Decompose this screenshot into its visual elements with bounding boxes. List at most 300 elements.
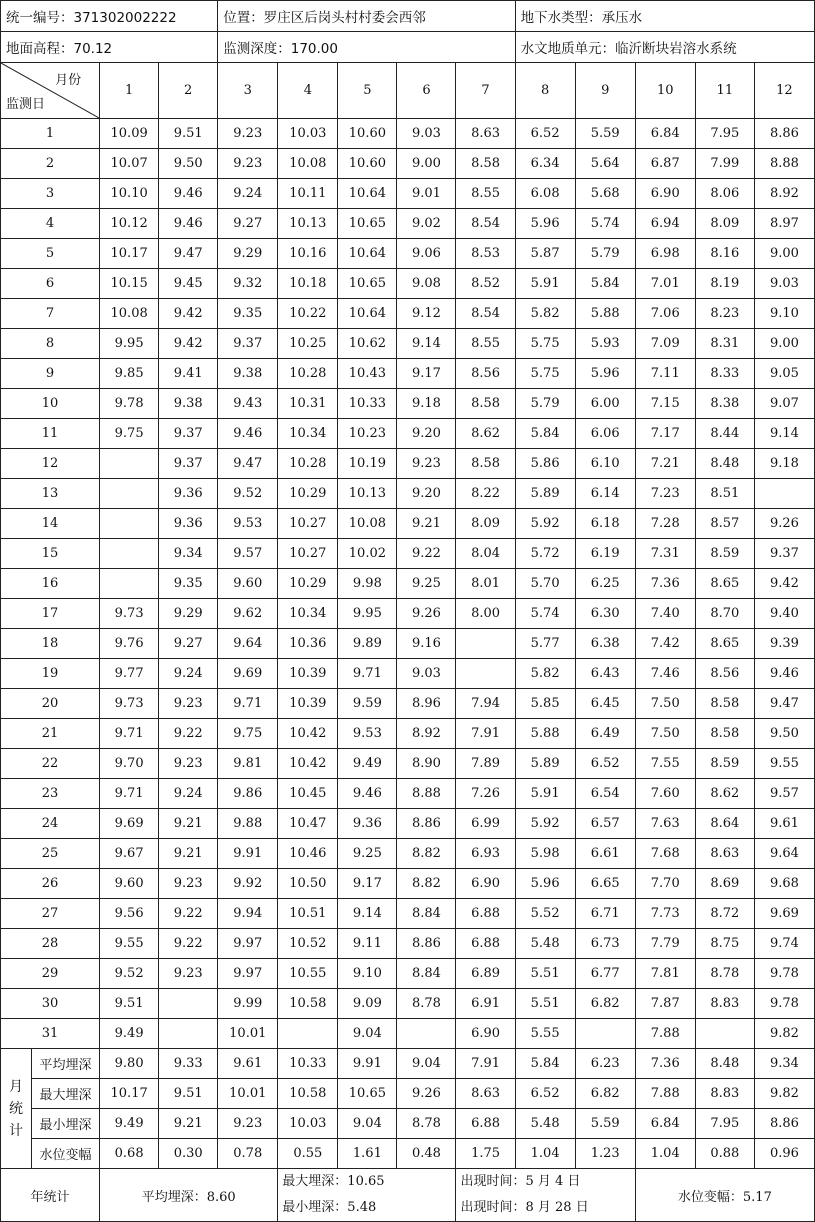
day-label: 7 bbox=[1, 299, 100, 329]
depth-value-cell bbox=[397, 1019, 456, 1049]
table-row bbox=[1, 569, 815, 599]
depth-value-cell: 9.23 bbox=[218, 149, 278, 179]
depth-value-cell: 10.39 bbox=[278, 689, 338, 719]
depth-value-cell: 9.50 bbox=[754, 719, 814, 749]
depth-value-cell: 6.52 bbox=[575, 749, 635, 779]
depth-value-cell: 8.38 bbox=[695, 389, 754, 419]
monthly-stat-value: 8.86 bbox=[754, 1109, 814, 1139]
depth-value-cell: 6.18 bbox=[575, 509, 635, 539]
depth-value-cell: 9.69 bbox=[100, 809, 159, 839]
depth-value-cell: 9.10 bbox=[754, 299, 814, 329]
day-label: 11 bbox=[1, 419, 100, 449]
depth-value-cell: 9.04 bbox=[338, 1019, 397, 1049]
depth-value-cell: 10.50 bbox=[278, 869, 338, 899]
depth-value-cell: 8.64 bbox=[695, 809, 754, 839]
depth-value-cell: 9.25 bbox=[397, 569, 456, 599]
day-label: 26 bbox=[1, 869, 100, 899]
station-id: 统一编号：371302002222 bbox=[1, 1, 218, 32]
day-label: 14 bbox=[1, 509, 100, 539]
monthly-stat-value: 9.33 bbox=[159, 1049, 218, 1079]
month-header-8: 8 bbox=[515, 63, 575, 119]
day-label: 23 bbox=[1, 779, 100, 809]
monthly-stat-value: 9.51 bbox=[159, 1079, 218, 1109]
monthly-stat-value: 9.49 bbox=[100, 1109, 159, 1139]
month-header-5: 5 bbox=[338, 63, 397, 119]
monthly-stat-label: 最大埋深 bbox=[32, 1079, 100, 1109]
depth-value-cell: 6.00 bbox=[575, 389, 635, 419]
depth-value-cell: 9.71 bbox=[100, 779, 159, 809]
depth-value-cell: 9.24 bbox=[159, 659, 218, 689]
depth-value-cell: 6.77 bbox=[575, 959, 635, 989]
depth-value-cell: 7.70 bbox=[635, 869, 695, 899]
depth-value-cell: 9.57 bbox=[218, 539, 278, 569]
depth-value-cell: 9.14 bbox=[338, 899, 397, 929]
depth-value-cell: 7.55 bbox=[635, 749, 695, 779]
depth-value-cell: 5.96 bbox=[515, 209, 575, 239]
depth-value-cell: 10.28 bbox=[278, 449, 338, 479]
month-header-2: 2 bbox=[159, 63, 218, 119]
depth-value-cell: 10.07 bbox=[100, 149, 159, 179]
depth-value-cell: 8.54 bbox=[456, 209, 515, 239]
day-label: 10 bbox=[1, 389, 100, 419]
depth-value-cell: 10.52 bbox=[278, 929, 338, 959]
table-row bbox=[1, 599, 815, 629]
depth-value-cell: 5.92 bbox=[515, 809, 575, 839]
depth-value-cell: 9.12 bbox=[397, 299, 456, 329]
depth-value-cell: 9.43 bbox=[218, 389, 278, 419]
day-label: 24 bbox=[1, 809, 100, 839]
depth-value-cell: 9.42 bbox=[754, 569, 814, 599]
depth-value-cell: 8.58 bbox=[456, 389, 515, 419]
header-row-2 bbox=[1, 32, 815, 63]
annual-extreme-times bbox=[456, 1169, 635, 1222]
depth-value-cell: 8.09 bbox=[456, 509, 515, 539]
depth-value-cell: 8.44 bbox=[695, 419, 754, 449]
depth-value-cell: 9.53 bbox=[338, 719, 397, 749]
monthly-stat-label: 最小埋深 bbox=[32, 1109, 100, 1139]
depth-value-cell: 5.98 bbox=[515, 839, 575, 869]
annual-min-time: 出现时间：8 月 28 日 bbox=[460, 1200, 589, 1215]
depth-value-cell: 10.58 bbox=[278, 989, 338, 1019]
depth-value-cell: 10.25 bbox=[278, 329, 338, 359]
table-row bbox=[1, 509, 815, 539]
depth-value-cell: 10.42 bbox=[278, 749, 338, 779]
depth-value-cell: 9.05 bbox=[754, 359, 814, 389]
depth-value-cell: 9.38 bbox=[159, 389, 218, 419]
depth-value-cell: 8.51 bbox=[695, 479, 754, 509]
depth-value-cell: 5.70 bbox=[515, 569, 575, 599]
depth-value-cell: 9.64 bbox=[754, 839, 814, 869]
depth-value-cell: 7.79 bbox=[635, 929, 695, 959]
depth-value-cell: 9.23 bbox=[218, 119, 278, 149]
depth-value-cell: 10.39 bbox=[278, 659, 338, 689]
depth-value-cell: 8.31 bbox=[695, 329, 754, 359]
depth-value-cell: 6.88 bbox=[456, 899, 515, 929]
depth-value-cell: 8.48 bbox=[695, 449, 754, 479]
depth-value-cell: 9.20 bbox=[397, 419, 456, 449]
depth-value-cell: 9.47 bbox=[754, 689, 814, 719]
depth-value-cell: 9.22 bbox=[397, 539, 456, 569]
depth-value-cell: 8.86 bbox=[397, 929, 456, 959]
depth-value-cell: 8.01 bbox=[456, 569, 515, 599]
depth-value-cell: 5.77 bbox=[515, 629, 575, 659]
depth-value-cell: 10.43 bbox=[338, 359, 397, 389]
depth-value-cell: 5.89 bbox=[515, 479, 575, 509]
monthly-stat-value: 0.55 bbox=[278, 1139, 338, 1169]
table-row bbox=[1, 959, 815, 989]
depth-value-cell: 5.74 bbox=[515, 599, 575, 629]
depth-value-cell: 9.69 bbox=[218, 659, 278, 689]
depth-value-cell: 8.83 bbox=[695, 989, 754, 1019]
depth-value-cell: 8.88 bbox=[397, 779, 456, 809]
depth-value-cell: 7.31 bbox=[635, 539, 695, 569]
depth-value-cell: 8.84 bbox=[397, 959, 456, 989]
depth-value-cell: 5.88 bbox=[515, 719, 575, 749]
depth-value-cell: 5.92 bbox=[515, 509, 575, 539]
depth-value-cell: 5.79 bbox=[515, 389, 575, 419]
depth-value-cell: 5.96 bbox=[515, 869, 575, 899]
depth-value-cell: 6.43 bbox=[575, 659, 635, 689]
depth-value-cell: 9.37 bbox=[218, 329, 278, 359]
depth-value-cell: 8.22 bbox=[456, 479, 515, 509]
depth-value-cell: 7.63 bbox=[635, 809, 695, 839]
day-label: 31 bbox=[1, 1019, 100, 1049]
depth-value-cell: 9.52 bbox=[100, 959, 159, 989]
month-corner-label: 月份 bbox=[55, 73, 82, 88]
depth-value-cell bbox=[278, 1019, 338, 1049]
depth-value-cell: 7.26 bbox=[456, 779, 515, 809]
day-label: 8 bbox=[1, 329, 100, 359]
depth-value-cell bbox=[100, 509, 159, 539]
depth-value-cell: 9.62 bbox=[218, 599, 278, 629]
depth-value-cell: 9.59 bbox=[338, 689, 397, 719]
depth-value-cell: 5.51 bbox=[515, 989, 575, 1019]
hydrogeologic-unit: 水文地质单元：临沂断块岩溶水系统 bbox=[515, 32, 814, 63]
depth-value-cell: 6.98 bbox=[635, 239, 695, 269]
depth-value-cell: 6.08 bbox=[515, 179, 575, 209]
depth-value-cell bbox=[456, 629, 515, 659]
depth-value-cell: 9.71 bbox=[338, 659, 397, 689]
depth-value-cell: 5.51 bbox=[515, 959, 575, 989]
table-row bbox=[1, 419, 815, 449]
depth-value-cell: 5.59 bbox=[575, 119, 635, 149]
depth-value-cell bbox=[456, 659, 515, 689]
depth-value-cell: 7.28 bbox=[635, 509, 695, 539]
depth-value-cell: 10.62 bbox=[338, 329, 397, 359]
depth-value-cell: 6.91 bbox=[456, 989, 515, 1019]
depth-value-cell: 9.36 bbox=[159, 509, 218, 539]
groundwater-type: 地下水类型：承压水 bbox=[515, 1, 814, 32]
depth-value-cell: 9.46 bbox=[338, 779, 397, 809]
depth-value-cell: 7.11 bbox=[635, 359, 695, 389]
depth-value-cell: 7.15 bbox=[635, 389, 695, 419]
depth-value-cell: 9.95 bbox=[338, 599, 397, 629]
depth-value-cell: 9.69 bbox=[754, 899, 814, 929]
day-label: 19 bbox=[1, 659, 100, 689]
depth-value-cell: 9.21 bbox=[159, 839, 218, 869]
depth-value-cell: 10.47 bbox=[278, 809, 338, 839]
depth-value-cell: 9.02 bbox=[397, 209, 456, 239]
depth-value-cell: 9.08 bbox=[397, 269, 456, 299]
depth-value-cell: 9.07 bbox=[754, 389, 814, 419]
depth-value-cell: 7.46 bbox=[635, 659, 695, 689]
depth-value-cell: 9.53 bbox=[218, 509, 278, 539]
depth-value-cell: 9.97 bbox=[218, 959, 278, 989]
table-row bbox=[1, 449, 815, 479]
depth-value-cell: 7.68 bbox=[635, 839, 695, 869]
depth-value-cell: 9.20 bbox=[397, 479, 456, 509]
monthly-stat-value: 6.88 bbox=[456, 1109, 515, 1139]
depth-value-cell: 9.89 bbox=[338, 629, 397, 659]
annual-extreme-depths bbox=[278, 1169, 456, 1222]
depth-value-cell: 9.00 bbox=[754, 239, 814, 269]
month-header-4: 4 bbox=[278, 63, 338, 119]
day-label: 2 bbox=[1, 149, 100, 179]
depth-value-cell: 9.36 bbox=[159, 479, 218, 509]
depth-value-cell: 9.01 bbox=[397, 179, 456, 209]
depth-value-cell: 9.98 bbox=[338, 569, 397, 599]
day-label: 9 bbox=[1, 359, 100, 389]
monthly-stat-row bbox=[1, 1139, 815, 1169]
depth-value-cell: 8.78 bbox=[695, 959, 754, 989]
header-row-1 bbox=[1, 1, 815, 32]
depth-value-cell: 9.18 bbox=[754, 449, 814, 479]
depth-value-cell: 9.60 bbox=[100, 869, 159, 899]
depth-value-cell: 9.88 bbox=[218, 809, 278, 839]
depth-value-cell: 10.15 bbox=[100, 269, 159, 299]
depth-value-cell: 8.19 bbox=[695, 269, 754, 299]
monthly-stat-value: 6.82 bbox=[575, 1079, 635, 1109]
depth-value-cell: 9.78 bbox=[754, 989, 814, 1019]
depth-value-cell: 9.60 bbox=[218, 569, 278, 599]
monthly-stat-value: 9.23 bbox=[218, 1109, 278, 1139]
depth-value-cell: 10.12 bbox=[100, 209, 159, 239]
depth-value-cell: 9.49 bbox=[100, 1019, 159, 1049]
depth-value-cell: 6.87 bbox=[635, 149, 695, 179]
depth-value-cell: 9.81 bbox=[218, 749, 278, 779]
depth-value-cell: 8.56 bbox=[456, 359, 515, 389]
monthly-stat-row bbox=[1, 1109, 815, 1139]
depth-value-cell: 6.34 bbox=[515, 149, 575, 179]
depth-value-cell: 9.23 bbox=[159, 689, 218, 719]
monthly-stat-value: 0.88 bbox=[695, 1139, 754, 1169]
depth-value-cell: 9.70 bbox=[100, 749, 159, 779]
monthly-stat-value: 0.68 bbox=[100, 1139, 159, 1169]
depth-value-cell: 10.36 bbox=[278, 629, 338, 659]
depth-value-cell: 9.56 bbox=[100, 899, 159, 929]
depth-value-cell: 10.19 bbox=[338, 449, 397, 479]
depth-value-cell: 9.25 bbox=[338, 839, 397, 869]
depth-value-cell: 9.37 bbox=[159, 449, 218, 479]
depth-value-cell: 5.75 bbox=[515, 359, 575, 389]
depth-value-cell: 6.94 bbox=[635, 209, 695, 239]
monthly-stat-value: 1.23 bbox=[575, 1139, 635, 1169]
depth-value-cell: 9.27 bbox=[218, 209, 278, 239]
monthly-stats-group-char: 计 bbox=[9, 1122, 24, 1139]
depth-value-cell: 5.84 bbox=[515, 419, 575, 449]
monthly-stat-value: 8.78 bbox=[397, 1109, 456, 1139]
depth-value-cell: 9.34 bbox=[159, 539, 218, 569]
monthly-stat-value: 8.83 bbox=[695, 1079, 754, 1109]
depth-value-cell: 10.33 bbox=[338, 389, 397, 419]
depth-value-cell: 5.93 bbox=[575, 329, 635, 359]
day-label: 20 bbox=[1, 689, 100, 719]
depth-value-cell: 9.75 bbox=[100, 419, 159, 449]
depth-value-cell: 9.51 bbox=[100, 989, 159, 1019]
depth-value-cell: 7.99 bbox=[695, 149, 754, 179]
depth-value-cell: 10.08 bbox=[100, 299, 159, 329]
day-label: 16 bbox=[1, 569, 100, 599]
monthly-stat-value: 8.63 bbox=[456, 1079, 515, 1109]
depth-value-cell: 10.10 bbox=[100, 179, 159, 209]
depth-value-cell: 7.21 bbox=[635, 449, 695, 479]
depth-value-cell: 9.75 bbox=[218, 719, 278, 749]
depth-value-cell: 9.94 bbox=[218, 899, 278, 929]
depth-value-cell: 9.29 bbox=[218, 239, 278, 269]
day-label: 4 bbox=[1, 209, 100, 239]
day-label: 25 bbox=[1, 839, 100, 869]
day-label: 13 bbox=[1, 479, 100, 509]
depth-value-cell: 7.23 bbox=[635, 479, 695, 509]
table-row bbox=[1, 299, 815, 329]
depth-value-cell: 6.71 bbox=[575, 899, 635, 929]
table-row bbox=[1, 179, 815, 209]
table-row bbox=[1, 239, 815, 269]
depth-value-cell: 9.22 bbox=[159, 899, 218, 929]
table-row bbox=[1, 749, 815, 779]
depth-value-cell: 9.23 bbox=[397, 449, 456, 479]
annual-max-depth: 最大埋深：10.65 bbox=[282, 1174, 385, 1189]
depth-value-cell: 8.63 bbox=[695, 839, 754, 869]
table-row bbox=[1, 1019, 815, 1049]
depth-value-cell: 5.79 bbox=[575, 239, 635, 269]
depth-value-cell: 9.71 bbox=[218, 689, 278, 719]
depth-value-cell: 6.10 bbox=[575, 449, 635, 479]
monthly-stat-value: 10.03 bbox=[278, 1109, 338, 1139]
monthly-stat-value: 1.61 bbox=[338, 1139, 397, 1169]
depth-value-cell: 10.03 bbox=[278, 119, 338, 149]
depth-value-cell: 8.96 bbox=[397, 689, 456, 719]
depth-value-cell: 9.47 bbox=[159, 239, 218, 269]
depth-value-cell: 9.14 bbox=[754, 419, 814, 449]
depth-value-cell: 9.03 bbox=[754, 269, 814, 299]
monthly-stat-value: 8.48 bbox=[695, 1049, 754, 1079]
depth-value-cell: 9.24 bbox=[218, 179, 278, 209]
depth-value-cell: 8.59 bbox=[695, 749, 754, 779]
depth-value-cell: 10.09 bbox=[100, 119, 159, 149]
monthly-stat-value: 1.04 bbox=[515, 1139, 575, 1169]
day-label: 21 bbox=[1, 719, 100, 749]
table-row bbox=[1, 479, 815, 509]
monthly-stat-value: 0.96 bbox=[754, 1139, 814, 1169]
depth-value-cell: 10.27 bbox=[278, 539, 338, 569]
depth-value-cell: 9.00 bbox=[397, 149, 456, 179]
depth-value-cell: 10.60 bbox=[338, 119, 397, 149]
table-row bbox=[1, 989, 815, 1019]
depth-value-cell: 9.22 bbox=[159, 719, 218, 749]
depth-value-cell: 9.61 bbox=[754, 809, 814, 839]
depth-value-cell: 10.65 bbox=[338, 269, 397, 299]
annual-avg-depth: 平均埋深：8.60 bbox=[100, 1169, 278, 1222]
day-label: 18 bbox=[1, 629, 100, 659]
depth-value-cell: 9.23 bbox=[159, 749, 218, 779]
depth-value-cell: 5.88 bbox=[575, 299, 635, 329]
monthly-stat-value: 9.61 bbox=[218, 1049, 278, 1079]
depth-value-cell: 10.46 bbox=[278, 839, 338, 869]
depth-value-cell: 5.91 bbox=[515, 779, 575, 809]
depth-value-cell: 9.24 bbox=[159, 779, 218, 809]
depth-value-cell: 6.54 bbox=[575, 779, 635, 809]
ground-elevation: 地面高程：70.12 bbox=[1, 32, 218, 63]
depth-value-cell: 10.64 bbox=[338, 299, 397, 329]
monthly-stat-value: 7.91 bbox=[456, 1049, 515, 1079]
month-header-3: 3 bbox=[218, 63, 278, 119]
depth-value-cell: 5.52 bbox=[515, 899, 575, 929]
depth-value-cell: 8.82 bbox=[397, 869, 456, 899]
depth-value-cell: 9.99 bbox=[218, 989, 278, 1019]
depth-value-cell: 7.91 bbox=[456, 719, 515, 749]
depth-value-cell: 6.25 bbox=[575, 569, 635, 599]
depth-value-cell: 5.84 bbox=[575, 269, 635, 299]
depth-value-cell: 5.74 bbox=[575, 209, 635, 239]
depth-value-cell bbox=[100, 449, 159, 479]
depth-value-cell: 9.09 bbox=[338, 989, 397, 1019]
table-row bbox=[1, 809, 815, 839]
depth-value-cell: 8.57 bbox=[695, 509, 754, 539]
depth-value-cell: 8.88 bbox=[754, 149, 814, 179]
table-row bbox=[1, 359, 815, 389]
day-label: 1 bbox=[1, 119, 100, 149]
depth-value-cell: 5.48 bbox=[515, 929, 575, 959]
depth-value-cell: 9.74 bbox=[754, 929, 814, 959]
depth-value-cell: 9.46 bbox=[218, 419, 278, 449]
annual-stats-row bbox=[1, 1169, 815, 1222]
month-header-12: 12 bbox=[754, 63, 814, 119]
depth-value-cell: 8.06 bbox=[695, 179, 754, 209]
depth-value-cell: 6.52 bbox=[515, 119, 575, 149]
monthly-stat-label: 平均埋深 bbox=[32, 1049, 100, 1079]
depth-value-cell: 8.58 bbox=[456, 449, 515, 479]
table-row bbox=[1, 839, 815, 869]
depth-value-cell: 8.72 bbox=[695, 899, 754, 929]
depth-value-cell: 9.22 bbox=[159, 929, 218, 959]
monthly-stat-value: 10.58 bbox=[278, 1079, 338, 1109]
annual-water-level-range: 水位变幅：5.17 bbox=[635, 1169, 814, 1222]
table-row bbox=[1, 119, 815, 149]
monitoring-depth: 监测深度：170.00 bbox=[218, 32, 515, 63]
depth-value-cell: 9.78 bbox=[754, 959, 814, 989]
depth-value-cell: 7.89 bbox=[456, 749, 515, 779]
depth-value-cell: 10.64 bbox=[338, 179, 397, 209]
depth-value-cell: 9.26 bbox=[754, 509, 814, 539]
month-header-11: 11 bbox=[695, 63, 754, 119]
depth-value-cell: 8.54 bbox=[456, 299, 515, 329]
depth-value-cell: 6.90 bbox=[635, 179, 695, 209]
depth-value-cell: 9.64 bbox=[218, 629, 278, 659]
table-row bbox=[1, 659, 815, 689]
monthly-stat-value: 9.21 bbox=[159, 1109, 218, 1139]
monthly-stat-value: 9.26 bbox=[397, 1079, 456, 1109]
depth-value-cell: 5.75 bbox=[515, 329, 575, 359]
table-row bbox=[1, 899, 815, 929]
depth-value-cell: 9.17 bbox=[397, 359, 456, 389]
depth-value-cell: 9.06 bbox=[397, 239, 456, 269]
depth-value-cell: 9.16 bbox=[397, 629, 456, 659]
depth-value-cell: 10.29 bbox=[278, 479, 338, 509]
day-label: 30 bbox=[1, 989, 100, 1019]
depth-value-cell: 8.82 bbox=[397, 839, 456, 869]
depth-value-cell: 9.40 bbox=[754, 599, 814, 629]
